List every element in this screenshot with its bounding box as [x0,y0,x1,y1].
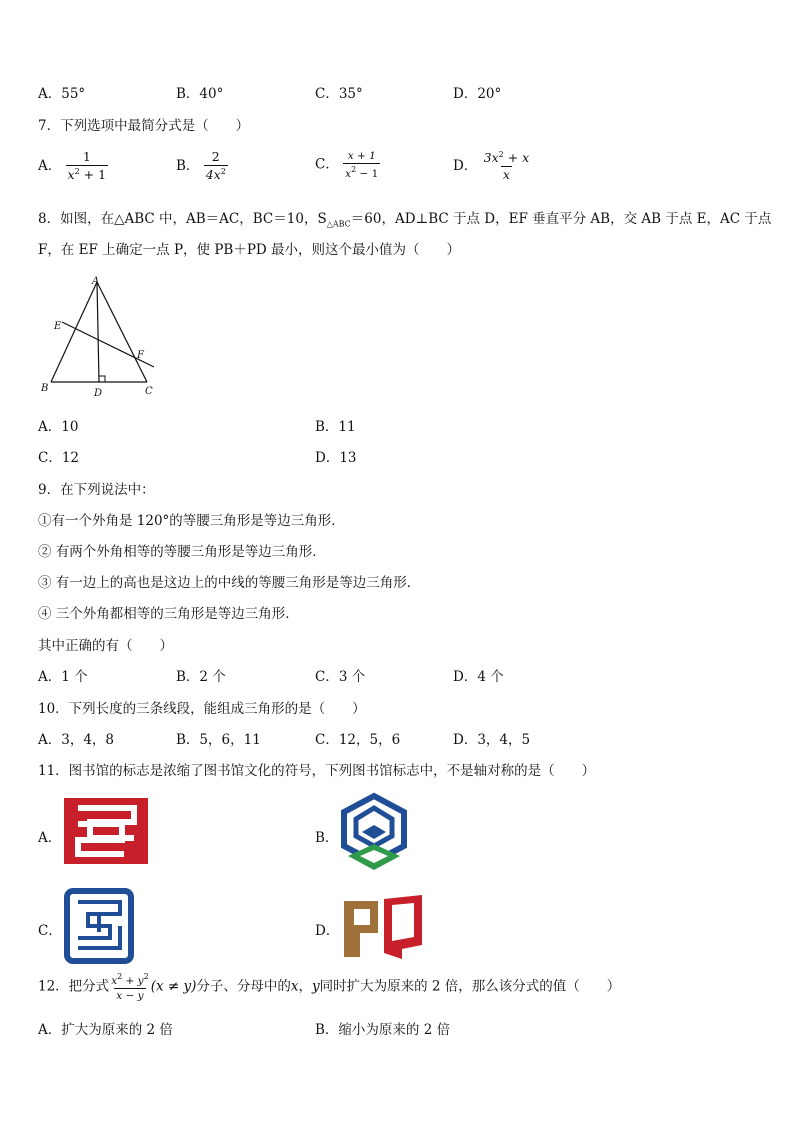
q10-stem: 10．下列长度的三条线段，能组成三角形的是（ ） [38,701,366,717]
q7-d-num-sup: 2 [498,150,504,159]
q12-num-sup2: 2 [143,972,149,981]
q11-label-c: C． [38,923,62,939]
q12-suffix-a: 分子、分母中的 [196,978,291,995]
q7-a-den-tail: + 1 [79,167,107,183]
q8-stem-line2: F，在 EF 上确定一点 P，使 PB＋PD 最小，则这个最小值为（ ） [38,242,461,258]
q7-option-d [453,150,531,183]
q7-stem: 7．下列选项中最简分式是（ ） [38,118,250,134]
label-d: D [94,388,103,399]
q6-option-a: A．55° [38,86,86,102]
library-logo-b-image [338,792,410,876]
q11-label-d: D． [315,923,340,939]
q10-option-b: B．5，6，11 [176,732,261,748]
q12-denominator: x − y [116,990,144,1003]
q12-fraction [109,972,151,1002]
q9-option-c: C．3 个 [315,669,366,685]
library-logo-c-image [64,888,134,964]
q9-stem: 9．在下列说法中： [38,482,155,498]
q7-label-c: C． [315,156,339,173]
q7-c-den-base: x [345,168,352,181]
q8-triangle-figure [34,272,164,400]
q7-option-a [38,150,108,183]
q12-option-a: A．扩大为原来的 2 倍 [38,1022,173,1038]
q8-stem-a: 8．如图，在△ABC 中，AB＝AC，BC＝10，S [38,211,327,227]
q12-var-y: y [312,978,320,995]
q8-stem-line1 [38,207,771,229]
q9-item-4: ④ 三个外角都相等的三角形是等边三角形． [38,606,299,622]
q12-sep: ， [298,978,312,995]
q7-a-numerator: 1 [82,149,91,164]
q7-d-denominator: x [502,167,510,183]
q10-option-a: A．3，4，8 [38,732,115,748]
q7-d-num-a: 3x [483,150,499,165]
q12-condition: (x ≠ y) [150,978,197,995]
q12-suffix-b: 同时扩大为原来的 2 倍，那么该分式的值（ ） [319,978,621,995]
q9-item-3: ③ 有一边上的高也是这边上的中线的等腰三角形是等边三角形． [38,575,421,591]
q12-option-b: B．缩小为原来的 2 倍 [315,1022,451,1038]
q7-label-d: D． [453,157,478,174]
library-logo-d-image [340,893,426,961]
q7-label-b: B． [176,157,200,174]
q7-c-numerator: x + 1 [347,150,376,162]
q7-b-den-sup: 2 [220,167,226,177]
q8-stem-sub: △ABC [326,219,351,229]
q11-label-a: A． [38,830,62,846]
q10-option-d: D．3，4，5 [453,732,531,748]
label-b: B [41,383,49,394]
label-c: C [145,386,153,397]
altitude-ad [97,282,99,382]
q6-option-c: C．35° [315,86,363,102]
q7-b-numerator: 2 [211,149,220,164]
q9-ask: 其中正确的有（ ） [38,638,173,654]
q7-label-a: A． [38,157,62,174]
q12-prefix: 12．把分式 [38,978,110,995]
q7-c-den-tail: − 1 [356,168,379,181]
q9-item-2: ② 有两个外角相等的等腰三角形是等边三角形． [38,544,326,560]
q7-a-den-sup: 2 [74,167,80,177]
q6-option-d: D．20° [453,86,502,102]
label-a: A [92,276,100,287]
side-ac [97,282,147,382]
q7-c-den-sup: 2 [351,165,357,175]
q8-option-b: B．11 [315,419,356,435]
q7-option-c [315,150,380,180]
q12-num-a: x [111,975,118,987]
q7-fraction-d [482,150,532,183]
q8-option-a: A．10 [38,419,79,435]
q7-option-b [176,150,228,183]
q9-item-1: ①有一个外角是 120°的等腰三角形是等边三角形． [38,513,345,529]
q8-option-d: D．13 [315,450,357,466]
q7-d-num-b: + x [503,150,530,165]
q7-fraction-b [204,150,228,183]
q7-fraction-a [66,150,109,183]
q8-stem-b: ＝60，AD⊥BC 于点 D，EF 垂直平分 AB，交 AB 于点 E，AC 于点 [350,211,772,227]
label-e: E [54,321,62,332]
q9-option-b: B．2 个 [176,669,226,685]
q12-num-b: + y [122,975,144,987]
q11-stem: 11．图书馆的标志是浓缩了图书馆文化的符号，下列图书馆标志中，不是轴对称的是（ ） [38,763,596,779]
q9-option-d: D．4 个 [453,669,504,685]
q12-stem [38,972,620,1002]
q11-label-b: B． [315,830,339,846]
q8-option-c: C．12 [38,450,80,466]
side-ab [51,282,97,382]
q10-option-c: C．12，5，6 [315,732,401,748]
right-angle-mark [99,376,105,382]
q9-option-a: A．1 个 [38,669,88,685]
q6-option-b: B．40° [176,86,224,102]
q7-a-den-base: x [67,167,75,183]
q12-var-x: x [290,978,299,995]
library-logo-a-image [64,798,148,864]
q7-b-den-base: 4x [205,167,221,183]
q7-fraction-c [343,150,380,180]
q12-num-sup1: 2 [117,972,123,981]
label-f: F [137,350,144,361]
